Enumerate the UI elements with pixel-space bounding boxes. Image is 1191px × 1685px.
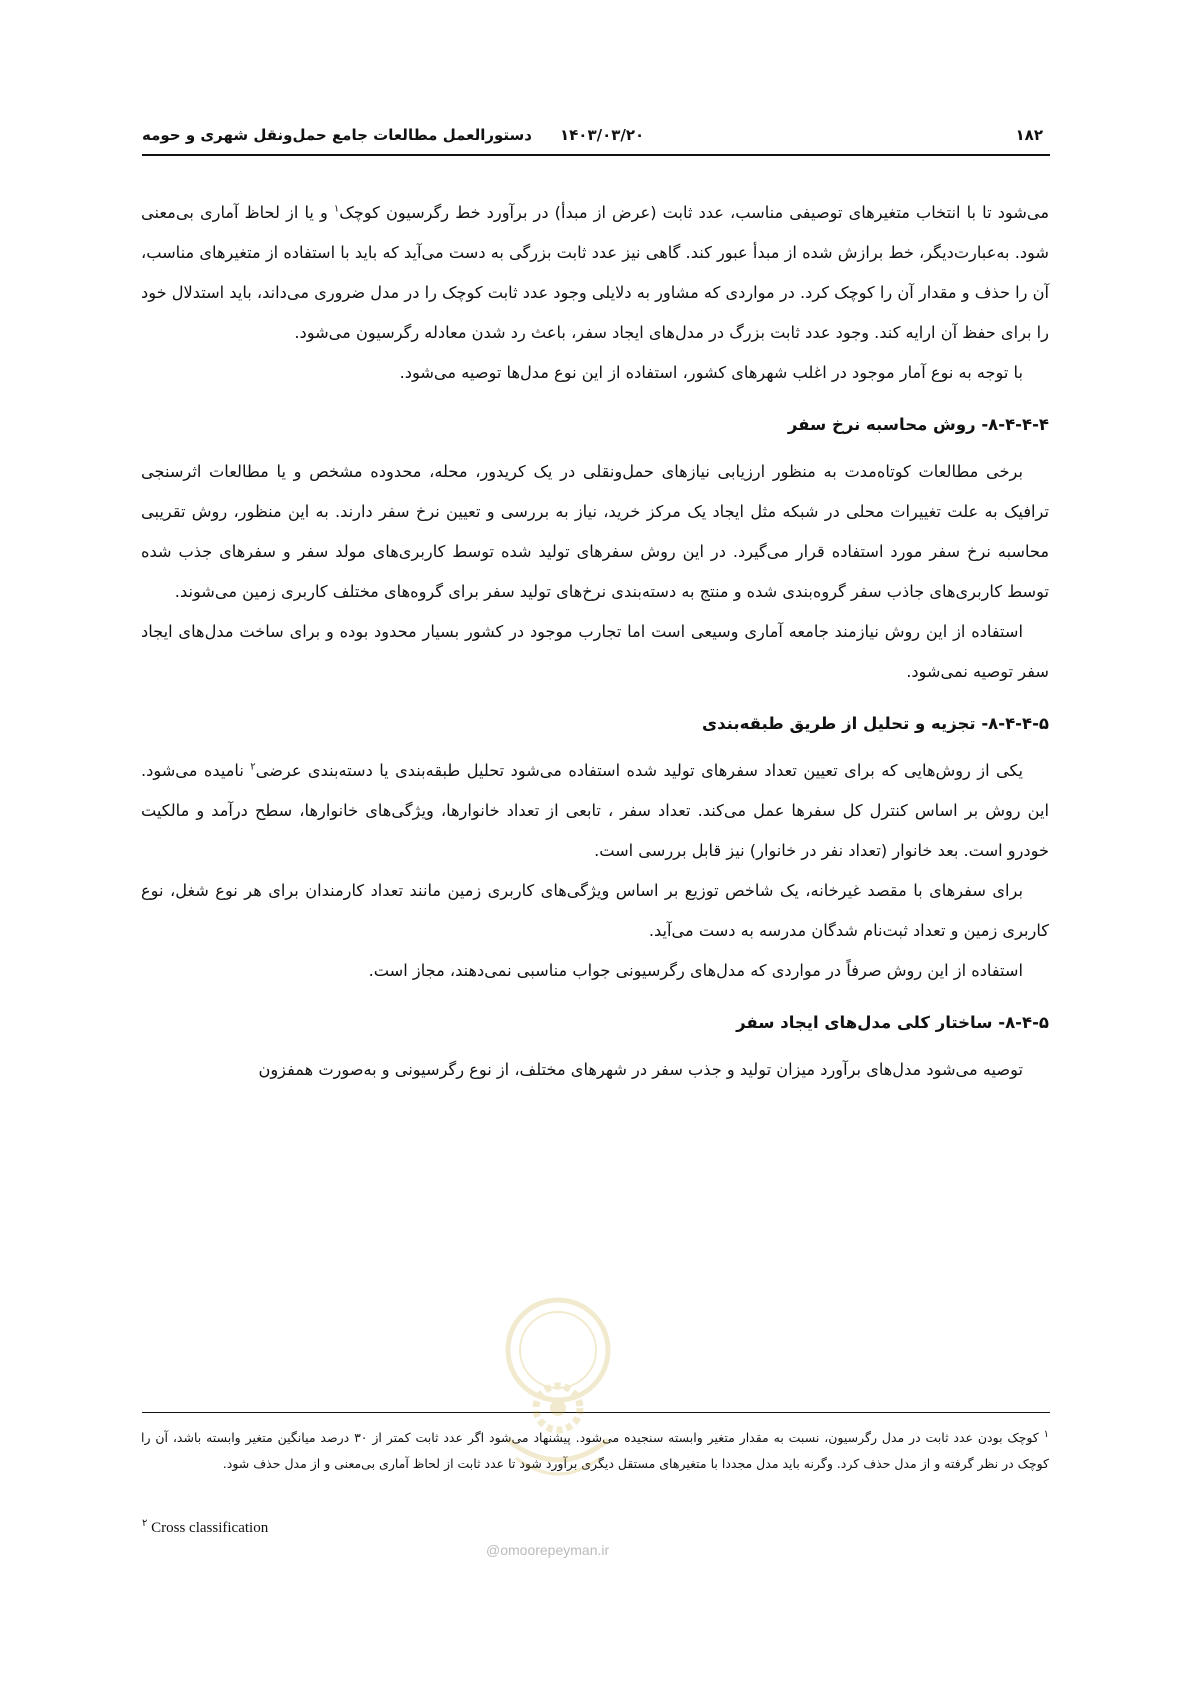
section-heading: ۸-۴-۵- ساختار کلی مدل‌های ایجاد سفر <box>736 1013 1049 1032</box>
paragraph: برخی مطالعات کوتاه‌مدت به منظور ارزیابی نیازهای حمل‌ونقلی در یک کریدور، محله، محدوده مشخص و یا مطالعات اثرسنجی ترافیک به علت تغییرات محلی در شبکه مثل ایجاد یک مرکز خرید، نیاز به بررسی و تعیین نرخ سفر دارند. به این منظور، روش تقریبی محاسبه نرخ سفر مورد استفاده قرار می‌گیرد. در این روش سفرهای تولید شده توسط کاربری‌های مولد سفر و سفرهای جذب شده توسط کاربری‌های جاذب سفر گروه‌بندی شده و منتج به دسته‌بندی نرخ‌های تولید سفر برای گروه‌های مختلف کاربری زمین می‌شوند. <box>141 462 1049 601</box>
paragraph: توصیه می‌شود مدل‌های برآورد میزان تولید و جذب سفر در شهرهای مختلف، از نوع رگرسیونی و به‌صورت همفزون <box>258 1060 1023 1079</box>
section-heading: ۸-۴-۴-۵- تجزیه و تحلیل از طریق طبقه‌بندی <box>701 714 1049 733</box>
paragraph: استفاده از این روش صرفاً در مواردی که مدل‌های رگرسیونی جواب مناسبی نمی‌دهند، مجاز است. <box>368 961 1023 980</box>
paragraph: استفاده از این روش نیازمند جامعه آماری وسیعی است اما تجارب موجود در کشور بسیار محدود بوده و برای ساخت مدل‌های ایجاد سفر توصیه نمی‌شود. <box>141 622 1049 681</box>
watermark-text: @omoorepeyman.ir <box>486 1542 610 1558</box>
footnote-mark: ۱ <box>1043 1428 1049 1440</box>
paragraph-text: یکی از روش‌هایی که برای تعیین تعداد سفرهای تولید شده استفاده می‌شود تحلیل طبقه‌بندی یا دسته‌بندی عرضی <box>255 761 1023 780</box>
page-number: ۱۸۲ <box>1015 126 1043 144</box>
header-divider <box>142 154 1050 156</box>
footnote-ref: ۲ <box>250 761 256 773</box>
paragraph: برای سفرهای با مقصد غیرخانه، یک شاخص توزیع بر اساس ویژگی‌های کاربری زمین مانند تعداد کارمندان برای هر نوع شغل، نوع کاربری زمین و تعداد ثبت‌نام شدگان مدرسه به دست می‌آید. <box>141 881 1049 940</box>
body-text <box>141 193 1049 1090</box>
footnote-2 <box>142 1520 268 1537</box>
paragraph-text: نامیده می‌شود. این روش بر اساس کنترل کل سفرها عمل می‌کند. تعداد سفر ، تابعی از تعداد خانوارها، ویژگی‌های خانوارها، سطح درآمد و مالکیت خودرو است. بعد خانوار (تعداد نفر در خانوار) نیز قابل بررسی است. <box>141 761 1049 860</box>
watermark-seal-icon <box>488 1290 628 1490</box>
paragraph <box>141 193 1049 353</box>
paragraph-text: می‌شود تا با انتخاب متغیرهای توصیفی مناسب، عدد ثابت (عرض از مبدأ) در برآورد خط رگرسیون کوچک <box>339 203 1049 222</box>
header-date: ۱۴۰۳/۰۳/۲۰ <box>560 126 645 144</box>
footnote-ref: ۱ <box>333 203 340 215</box>
section-heading: ۸-۴-۴-۴- روش محاسبه نرخ سفر <box>787 415 1049 434</box>
header-title: دستورالعمل مطالعات جامع حمل‌ونقل شهری و حومه <box>142 126 532 144</box>
footnote-mark: ۲ <box>142 1518 148 1529</box>
paragraph: با توجه به نوع آمار موجود در اغلب شهرهای کشور، استفاده از این نوع مدل‌ها توصیه می‌شود. <box>399 363 1023 382</box>
footnote-text: Cross classification <box>151 1520 269 1536</box>
paragraph-text: و یا از لحاظ آماری بی‌معنی شود. به‌عبارت‌دیگر، خط برازش شده از مبدأ عبور کند. گاهی نیز عدد ثابت بزرگی به دست می‌آید که باید با استفاده از متغیرهای مناسب، آن را حذف و مقدار آن را کوچک کرد. در مواردی که مشاور به دلایلی وجود عدد ثابت کوچک را در مدل ضروری می‌داند، باید استدلال خود را برای حفظ آن ارایه کند. وجود عدد ثابت بزرگ در مدل‌های ایجاد سفر، باعث رد شدن معادله رگرسیون می‌شود. <box>141 203 1049 342</box>
paragraph <box>141 751 1049 871</box>
footnote-text: کوچک بودن عدد ثابت در مدل رگرسیون، نسبت به مقدار متغیر وابسته سنجیده می‌شود. پیشنهاد می‌شود اگر عدد ثابت کمتر از ۳۰ درصد میانگین متغیر وابسته باشد، آن را کوچک در نظر گرفته و از مدل حذف کرد. وگرنه باید مدل مجددا با متغیرهای مستقل دیگری برآورد شود تا عدد ثابت از لحاظ آماری بی‌معنی و از مدل حذف شود. <box>141 1430 1049 1471</box>
